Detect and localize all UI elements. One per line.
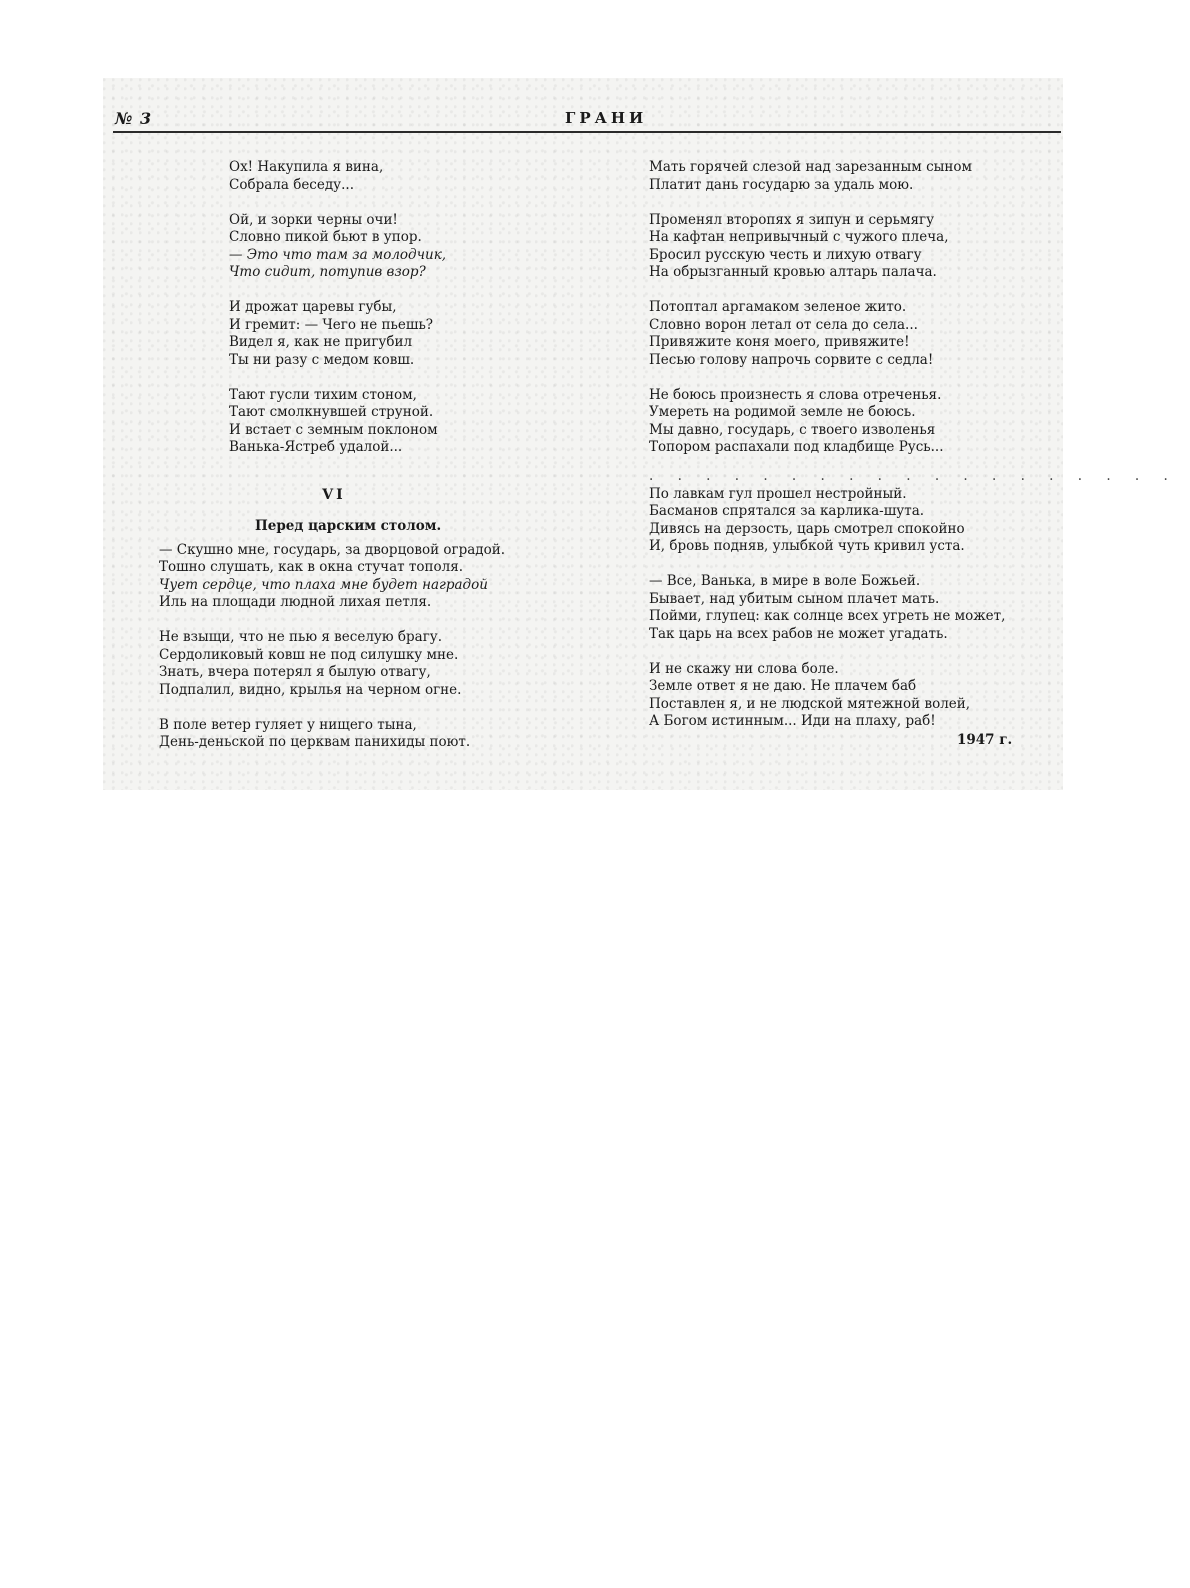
poem-line: Привяжите коня моего, привяжите!: [649, 334, 910, 350]
stanza: [159, 159, 569, 194]
poem-date: 1947 г.: [957, 732, 1013, 748]
stanza: [649, 212, 1059, 282]
poem-line: Топором распахали под кладбище Русь...: [649, 439, 944, 455]
poem-line: — Скушно мне, государь, за дворцовой оградой.: [159, 541, 506, 558]
poem-line: Басманов спрятался за карлика-шута.: [649, 503, 925, 519]
poem-line: Променял второпях я зипун и серьмягу: [649, 211, 935, 228]
stanza: [159, 387, 569, 457]
stanza: [649, 573, 1059, 643]
poem-line: И не скажу ни слова боле.: [649, 660, 839, 677]
poem-line: Умереть на родимой земле не боюсь.: [649, 404, 916, 420]
poem-line: На кафтан непривычный с чужого плеча,: [649, 229, 949, 245]
poem-line: Песью голову напрочь сорвите с седла!: [649, 351, 934, 368]
poem-line: Дивясь на дерзость, царь смотрел спокойно: [649, 520, 965, 537]
stanza: [649, 299, 1059, 369]
stanza: [159, 542, 569, 612]
poem-line: И, бровь подняв, улыбкой чуть кривил уста.: [649, 538, 965, 554]
stanza: [159, 299, 569, 369]
poem-line: Что сидит, потупив взор?: [229, 264, 426, 280]
section-title: Перед царским столом.: [255, 518, 442, 534]
poem-line: Не боюсь произнесть я слова отреченья.: [649, 386, 942, 403]
stanza: [649, 486, 1059, 556]
poem-line: Поставлен я, и не людской мятежной волей,: [649, 695, 971, 712]
stanza: [649, 387, 1059, 457]
poem-line: Словно ворон летал от села до села...: [649, 316, 918, 333]
poem-line: Тают гусли тихим стоном,: [229, 386, 417, 403]
poem-line: В поле ветер гуляет у нищего тына,: [159, 716, 417, 733]
poem-line: Бросил русскую честь и лихую отвагу: [649, 246, 922, 263]
poem-line: И дрожат царевы губы,: [229, 299, 397, 315]
poem-line: Земле ответ я не даю. Не плачем баб: [649, 678, 917, 694]
poem-line: Так царь на всех рабов не может угадать.: [649, 625, 948, 642]
stanza: [159, 717, 569, 752]
left-stanzas: [159, 159, 569, 457]
right-stanzas: [649, 159, 1059, 457]
poem-line: День-деньской по церквам панихиды поют.: [159, 734, 471, 750]
stanza: [159, 629, 569, 699]
poem-line: Пойми, глупец: как солнце всех угреть не может,: [649, 608, 1006, 624]
poem-line: По лавкам гул прошел нестройный.: [649, 485, 907, 502]
poem-line: Платит дань государю за удаль мою.: [649, 176, 914, 193]
poem-line: Мы давно, государь, с твоего изволенья: [649, 421, 936, 438]
poem-line: Ты ни разу с медом ковш.: [229, 351, 415, 368]
poem-line: На обрызганный кровью алтарь палача.: [649, 264, 937, 280]
poem-line: Сердоликовый ковш не под силушку мне.: [159, 646, 459, 663]
poem-line: Потоптал аргамаком зеленое жито.: [649, 299, 907, 315]
stanza: [649, 159, 1059, 194]
section-number: VI: [322, 486, 346, 503]
poem-line: Словно пикой бьют в упор.: [229, 229, 422, 245]
issue-number: № 3: [115, 109, 153, 128]
poem-line: А Богом истинным... Иди на плаху, раб!: [649, 713, 936, 729]
right-stanzas-after: [649, 486, 1059, 731]
section-stanzas: [159, 542, 569, 752]
stanza: [159, 212, 569, 282]
poem-line: Ох! Накупила я вина,: [229, 159, 384, 175]
right-column: [649, 159, 1178, 748]
poem-line: Чует сердце, что плаха мне будет наградой: [159, 576, 488, 593]
poem-line: Знать, вчера потерял я былую отвагу,: [159, 664, 431, 680]
poem-line: Видел я, как не пригубил: [229, 334, 413, 350]
left-column: [159, 159, 569, 769]
poem-line: — Это что там за молодчик,: [229, 246, 447, 263]
journal-title: ГРАНИ: [565, 109, 648, 127]
poem-line: Иль на площади людной лихая петля.: [159, 594, 432, 610]
poem-line: Собрала беседу...: [229, 176, 354, 193]
poem-line: Тают смолкнувшей струной.: [229, 404, 434, 420]
poem-line: Мать горячей слезой над зарезанным сыном: [649, 159, 973, 175]
poem-line: Подпалил, видно, крылья на черном огне.: [159, 681, 462, 698]
poem-line: Ой, и зорки черны очи!: [229, 211, 398, 228]
poem-line: И гремит: — Чего не пьешь?: [229, 316, 434, 333]
poem-line: Не взыщи, что не пью я веселую брагу.: [159, 629, 443, 645]
poem-line: Тошно слушать, как в окна стучат тополя.: [159, 559, 464, 575]
poem-line: И встает с земным поклоном: [229, 421, 438, 438]
poem-line: — Все, Ванька, в мире в воле Божьей.: [649, 573, 921, 589]
poem-line: Ванька-Ястреб удалой...: [229, 439, 403, 455]
poem-line: Бывает, над убитым сыном плачет мать.: [649, 590, 940, 607]
stanza: [649, 661, 1059, 731]
stanza-separator: . . . . . . . . . . . . . . . . . . .: [649, 468, 1178, 484]
header-rule: [113, 131, 1061, 133]
